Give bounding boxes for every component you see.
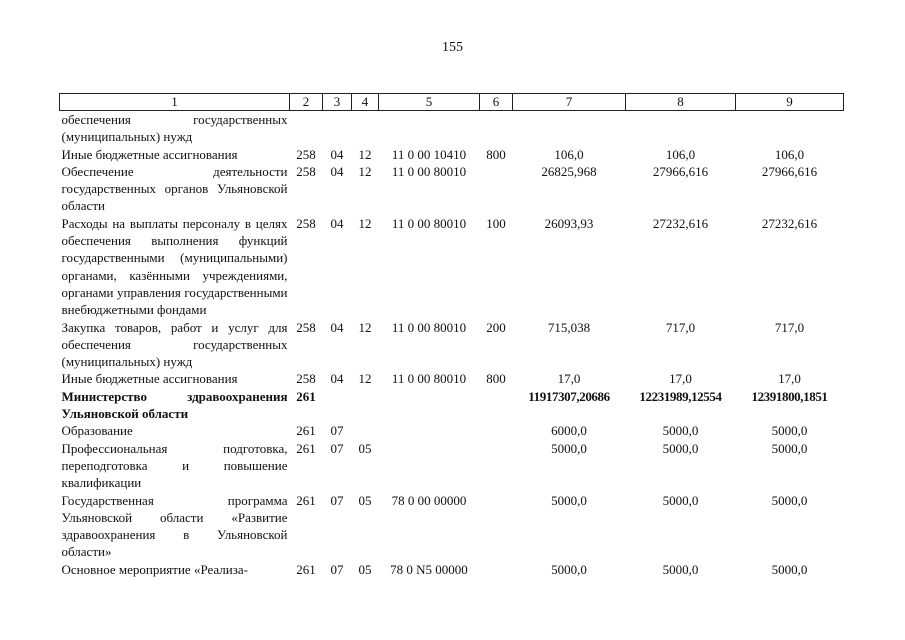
main-admin-code: 261	[296, 423, 316, 439]
column-number: 4	[352, 94, 379, 111]
table-row	[60, 163, 844, 215]
target-article-code: 11 0 00 80010	[391, 319, 467, 335]
table-row	[60, 146, 844, 163]
main-admin-code: 261	[296, 492, 316, 508]
main-admin-code: 261	[296, 440, 316, 456]
amount-col-9: 106,0	[774, 146, 805, 162]
expense-type-code: 200	[486, 319, 506, 335]
expense-type-code	[480, 163, 513, 215]
row-name-cell: Образование	[61, 423, 133, 439]
main-admin-code: 261	[296, 561, 316, 577]
target-article-code: 78 0 00 00000	[391, 492, 467, 508]
section-code: 04	[330, 371, 344, 387]
main-admin-code: 258	[296, 215, 316, 231]
column-number: 9	[736, 94, 844, 111]
subsection-code	[352, 388, 379, 423]
table-row	[60, 111, 844, 146]
budget-table	[59, 93, 844, 578]
amount-col-7: 17,0	[557, 371, 581, 387]
amount-col-9: 12391800,1851	[751, 388, 828, 404]
table-row	[60, 215, 844, 319]
amount-col-7: 26093,93	[544, 215, 594, 231]
expense-type-code: 800	[486, 371, 506, 387]
table-row	[60, 440, 844, 492]
expense-type-code	[480, 492, 513, 561]
amount-col-9: 17,0	[778, 371, 801, 387]
amount-col-9: 5000,0	[771, 440, 808, 456]
subsection-code: 12	[358, 215, 372, 231]
section-code: 07	[330, 440, 344, 456]
main-admin-code: 258	[296, 319, 316, 335]
amount-col-8: 5000,0	[662, 423, 699, 439]
amount-col-7: 11917307,20686	[528, 388, 610, 404]
target-article-code	[379, 388, 480, 423]
amount-col-8: 106,0	[665, 146, 696, 162]
amount-col-9: 717,0	[774, 319, 805, 335]
section-code: 04	[330, 163, 344, 179]
amount-col-9: 5000,0	[771, 423, 808, 439]
amount-col-7: 5000,0	[551, 492, 587, 508]
amount-col-8: 27232,616	[652, 215, 709, 231]
target-article-code: 78 0 N5 00000	[390, 561, 468, 577]
subsection-code: 12	[358, 146, 372, 162]
amount-col-7: 5000,0	[551, 561, 587, 577]
target-article-code: 11 0 00 80010	[391, 371, 467, 387]
amount-col-8: 12231989,12554	[639, 388, 722, 404]
amount-col-9: 5000,0	[771, 561, 808, 577]
amount-col-8: 5000,0	[662, 492, 699, 508]
amount-col-7: 5000,0	[551, 440, 587, 456]
subsection-code	[352, 111, 379, 146]
amount-col-9: 27232,616	[761, 215, 818, 231]
table-row	[60, 388, 844, 423]
amount-col-7: 106,0	[554, 146, 584, 162]
subsection-code: 05	[358, 440, 372, 456]
row-name-cell: Основное мероприятие «Реализа-	[61, 561, 248, 577]
column-number: 5	[379, 94, 480, 111]
main-admin-code: 258	[296, 163, 316, 179]
column-number-row	[60, 94, 844, 111]
target-article-code: 11 0 00 10410	[391, 146, 467, 162]
page-number: 155	[442, 40, 463, 55]
amount-col-9	[736, 111, 844, 146]
subsection-code	[352, 422, 379, 439]
section-code: 04	[330, 215, 344, 231]
main-admin-code: 258	[296, 146, 316, 162]
target-article-code: 11 0 00 80010	[391, 163, 467, 179]
table-row	[60, 561, 844, 578]
subsection-code: 12	[358, 319, 372, 335]
row-name-cell: Закупка товаров, работ и услуг для обеспечения государственных (муниципальных) нужд	[61, 319, 288, 370]
column-number: 3	[323, 94, 352, 111]
target-article-code	[379, 422, 480, 439]
column-number: 1	[60, 94, 290, 111]
expense-type-code	[480, 388, 513, 423]
expense-type-code	[480, 422, 513, 439]
subsection-code: 05	[358, 561, 372, 577]
table-row	[60, 422, 844, 439]
table-row	[60, 370, 844, 387]
amount-col-8: 717,0	[665, 319, 696, 335]
amount-col-7	[513, 111, 626, 146]
row-name-cell: Государственная программа Ульяновской области «Развитие здравоохранения в Ульяновской области»	[61, 492, 288, 560]
row-name-cell: обеспечения государственных (муниципальных) нужд	[61, 112, 288, 145]
column-number: 7	[513, 94, 626, 111]
amount-col-7: 715,038	[547, 319, 591, 335]
target-article-code	[379, 111, 480, 146]
section-code: 07	[330, 561, 344, 577]
row-name-cell: Министерство здравоохранения Ульяновской области	[61, 388, 288, 422]
section-code	[323, 111, 352, 146]
section-code: 04	[330, 146, 344, 162]
target-article-code: 11 0 00 80010	[391, 215, 467, 231]
row-name-cell: Иные бюджетные ассигнования	[61, 146, 238, 162]
row-name-cell: Иные бюджетные ассигнования	[61, 371, 238, 387]
expense-type-code	[480, 440, 513, 492]
row-name-cell: Профессиональная подготовка, переподготовка и повышение квалификации	[61, 440, 288, 491]
column-number: 8	[626, 94, 736, 111]
main-admin-code	[290, 111, 323, 146]
subsection-code: 12	[358, 163, 372, 179]
amount-col-8: 5000,0	[662, 561, 699, 577]
amount-col-9: 27966,616	[761, 163, 818, 179]
column-number: 2	[290, 94, 323, 111]
subsection-code: 12	[358, 371, 372, 387]
amount-col-8: 17,0	[669, 371, 692, 387]
target-article-code	[379, 440, 480, 492]
amount-col-7: 26825,968	[541, 163, 597, 179]
table-row	[60, 319, 844, 371]
table-row	[60, 492, 844, 561]
amount-col-8: 27966,616	[652, 163, 709, 179]
subsection-code: 05	[358, 492, 372, 508]
column-number: 6	[480, 94, 513, 111]
row-name-cell: Расходы на выплаты персоналу в целях обеспечения выполнения функций государственными (муниципальными) органами, казёнными учреждениями, органами управления государственными внебюджетными фондами	[61, 215, 288, 318]
section-code: 07	[330, 423, 344, 439]
section-code: 04	[330, 319, 344, 335]
expense-type-code	[480, 111, 513, 146]
expense-type-code: 100	[486, 215, 506, 231]
expense-type-code	[480, 561, 513, 578]
amount-col-7: 6000,0	[551, 423, 587, 439]
main-admin-code: 261	[296, 388, 316, 404]
expense-type-code: 800	[486, 146, 506, 162]
amount-col-9: 5000,0	[771, 492, 808, 508]
main-admin-code: 258	[296, 371, 316, 387]
amount-col-8: 5000,0	[662, 440, 699, 456]
section-code	[323, 388, 352, 423]
row-name-cell: Обеспечение деятельности государственных органов Ульяновской области	[61, 163, 288, 214]
amount-col-8	[626, 111, 736, 146]
section-code: 07	[330, 492, 344, 508]
